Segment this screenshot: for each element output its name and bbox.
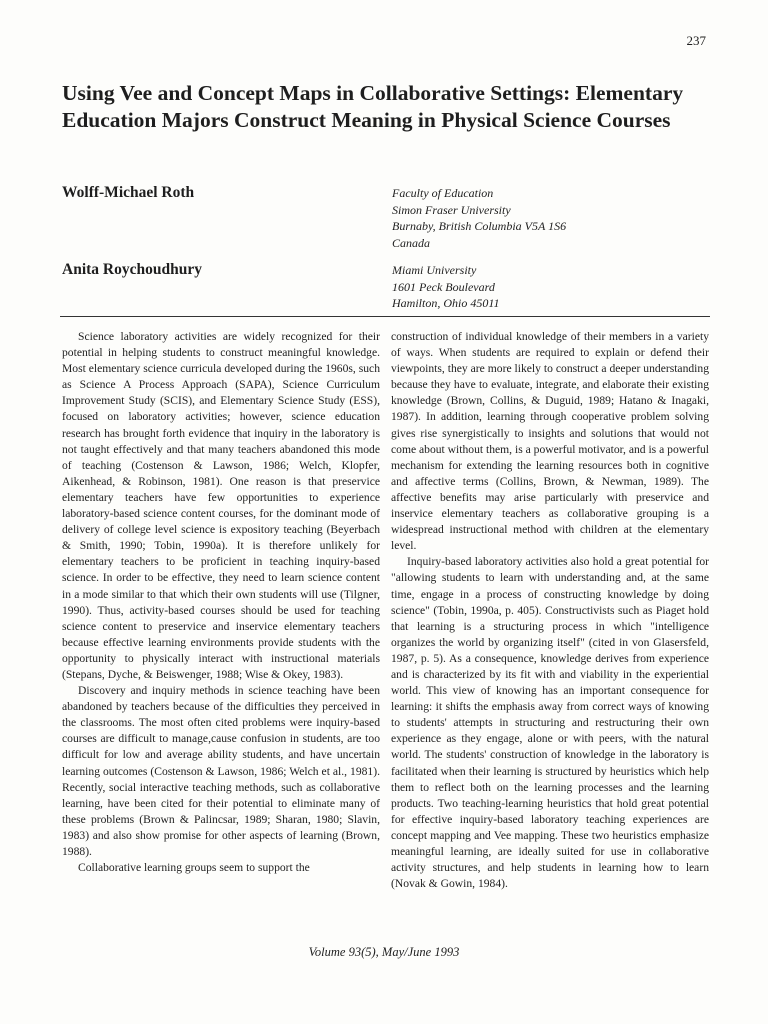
page-number: 237 (686, 33, 706, 48)
body-paragraph: Inquiry-based laboratory activities also hold a great potential for "allowing students to learn with understanding and, at the same time, engage in a process of constructing knowledge by doing science" (Tobin, 1990a, p. 405). Constructivists such as Piaget hold that learning is a structuring process in which "intelligence organizes the world by organizing itself" (cited in von Glasersfeld, 1987, p. 5). As a consequence, knowledge derives from experience and is characterized by its fit with and viability in the experiential world. This view of knowing has an important consequence for learning: it shifts the emphasis away from correct ways of knowing to students' attempts in structuring and restructuring their own experience as they engage, alone or with peers, with the natural world. The students' construction of knowledge in the laboratory is facilitated when their learning is structured by heuristics which help them to reflect both on the learning processes and the learning products. Two teaching-learning heuristics that hold great potential for effective inquiry-based laboratory teaching experiences are concept mapping and Vee mapping. These two heuristics emphasize meaningful learning, are ideally suited for use in collaborative activity structures, and help students in learning how to learn (Novak & Gowin, 1984). (391, 555, 709, 891)
body-paragraph: Science laboratory activities are widely recognized for their potential in helping students to construct meaningful knowledge. Most elementary science curricula developed during the 1960s, such as Science A Process Approach (SAPA), Science Curriculum Improvement Study (SCIS), and Elementary Science Study (ESS), focused on laboratory activities; however, science education research has brought forth evidence that inquiry in the laboratory is not taught effectively and that many teachers abandoned this mode of teaching (Costenson & Lawson, 1986; Welch, Klopfer, Aikenhead, & Robinson, 1981). One reason is that preservice elementary teachers have few opportunities to experience laboratory-based science content courses, for the dominant mode of delivery of college level science is expository teaching (Beyerbach & Smith, 1990; Tobin, 1990a). It is therefore unlikely for elementary teachers to be proficient in teaching inquiry-based science. In order to be effective, they need to learn science content in a mode similar to that which their own students will use (Tilgner, 1990). Thus, activity-based courses should be used for teaching science content to preservice and inservice elementary teachers because effective learning environments provide students with the opportunity to physically interact with instructional materials (Stepans, Dyche, & Beiswenger, 1988; Wise & Okey, 1983). (62, 330, 380, 681)
affiliation-line: 1601 Peck Boulevard (392, 279, 495, 294)
author-affiliation-2 (392, 262, 499, 312)
affiliation-line: Hamilton, Ohio 45011 (392, 296, 500, 310)
body-paragraph: Discovery and inquiry methods in science teaching have been abandoned by teachers because of the difficulties they perceived in the classrooms. The most often cited problems were inquiry-based courses are difficult to manage,cause confusion in students, are too difficult for low and average ability students, and have uncertain learning outcomes (Costenson & Lawson, 1986; Welch et al., 1981). Recently, social interactive teaching methods, such as collaborative learning, have been cited for their potential to eliminate many of these problems (Brown & Palincsar, 1989; Sharan, 1980; Slavin, 1983) and also show promise for other aspects of learning (Brown, 1988). (62, 684, 380, 858)
author-name-1: Wolff-Michael Roth (62, 184, 195, 201)
journal-footer: Volume 93(5), May/June 1993 (308, 945, 460, 959)
body-column-left (62, 329, 380, 876)
affiliation-line: Faculty of Education (392, 186, 494, 200)
affiliation-line: Canada (392, 235, 431, 250)
affiliation-line: Miami University (392, 263, 477, 277)
body-paragraph: Collaborative learning groups seem to support the (78, 861, 310, 875)
affiliation-line: Simon Fraser University (392, 202, 511, 217)
author-affiliation-1 (392, 185, 566, 251)
body-column-right (391, 329, 709, 892)
header-divider (60, 316, 710, 317)
body-paragraph: construction of individual knowledge of their members in a variety of ways. When students are required to explain or defend their viewpoints, they are more likely to construct a deeper understanding because they have to evaluate, integrate, and elaborate their existing knowledge (Brown, Collins, & Duguid, 1989; Hatano & Inagaki, 1987). In addition, learning through cooperative problem solving gives rise synergistically to insights and solutions that would not come about without them, is a powerful motivator, and is a powerful mechanism for extending the learning resources both in cognitive and affective terms (Collins, Brown, & Newman, 1989). The affective benefits may arise particularly with preservice and inservice elementary teachers as collaborative grouping is a widespread instructional method with children at the elementary level. (391, 330, 709, 553)
affiliation-line: Burnaby, British Columbia V5A 1S6 (392, 219, 567, 233)
author-name-2: Anita Roychoudhury (62, 261, 202, 278)
article-title: Using Vee and Concept Maps in Collaborative Settings: Elementary Education Majors Construct Meaning in Physical Science Courses (62, 81, 684, 132)
